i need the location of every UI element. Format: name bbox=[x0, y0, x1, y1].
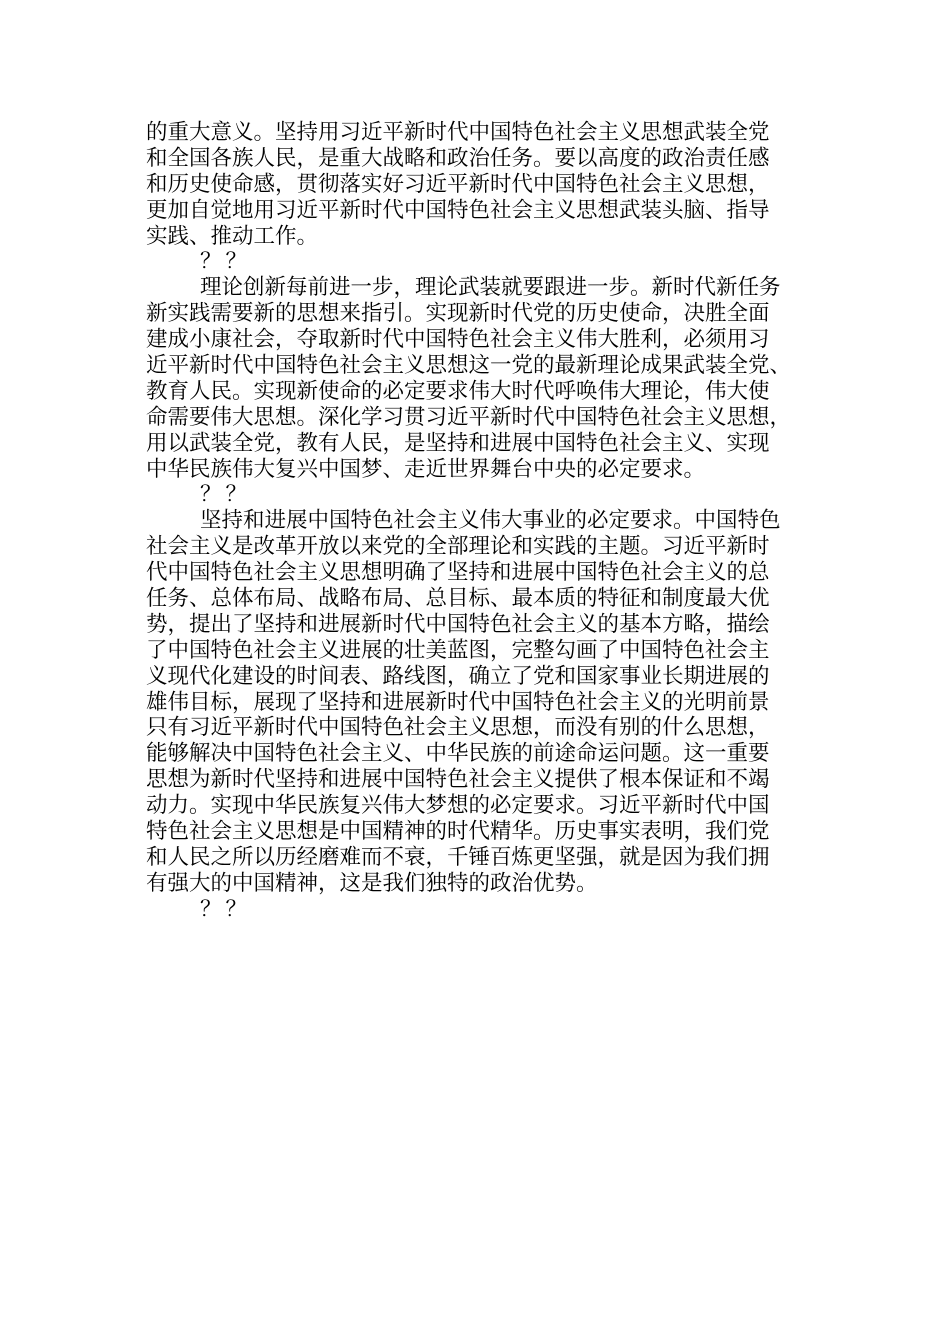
text-line: 特色社会主义思想是中国精神的时代精华。历史事实表明，我们党 bbox=[146, 819, 770, 845]
text-line: 代中国特色社会主义思想明确了坚持和进展中国特色社会主义的总 bbox=[146, 560, 770, 586]
text-line: 和历史使命感，贯彻落实好习近平新时代中国特色社会主义思想， bbox=[146, 171, 770, 197]
text-line: 建成小康社会，夺取新时代中国特色社会主义伟大胜利，必须用习 bbox=[146, 327, 770, 353]
text-line: 和全国各族人民，是重大战略和政治任务。要以高度的政治责任感 bbox=[146, 145, 770, 171]
text-line: 近平新时代中国特色社会主义思想这一党的最新理论成果武装全党、 bbox=[146, 353, 792, 379]
separator-marks: ？？ bbox=[200, 482, 252, 508]
text-line: 理论创新每前进一步，理论武装就要跟进一步。新时代新任务 bbox=[200, 275, 781, 301]
text-line: 动力。实现中华民族复兴伟大梦想的必定要求。习近平新时代中国 bbox=[146, 793, 770, 819]
text-line: 更加自觉地用习近平新时代中国特色社会主义思想武装头脑、指导 bbox=[146, 197, 770, 223]
text-line: 思想为新时代坚持和进展中国特色社会主义提供了根本保证和不竭 bbox=[146, 767, 770, 793]
text-line: 有强大的中国精神，这是我们独特的政治优势。 bbox=[146, 870, 598, 896]
text-line: 了中国特色社会主义进展的壮美蓝图，完整勾画了中国特色社会主 bbox=[146, 637, 770, 663]
text-line: 中华民族伟大复兴中国梦、走近世界舞台中央的必定要求。 bbox=[146, 456, 706, 482]
text-line: 雄伟目标，展现了坚持和进展新时代中国特色社会主义的光明前景 bbox=[146, 689, 770, 715]
text-line: 社会主义是改革开放以来党的全部理论和实践的主题。习近平新时 bbox=[146, 534, 770, 560]
separator-marks: ？？ bbox=[200, 896, 252, 922]
text-line: 坚持和进展中国特色社会主义伟大事业的必定要求。中国特色 bbox=[200, 508, 781, 534]
text-line: 任务、总体布局、战略布局、总目标、最本质的特征和制度最大优 bbox=[146, 586, 770, 612]
separator-marks: ？？ bbox=[200, 249, 252, 275]
text-line: 只有习近平新时代中国特色社会主义思想，而没有别的什么思想， bbox=[146, 715, 770, 741]
paragraph-1 bbox=[146, 120, 806, 249]
text-line: 能够解决中国特色社会主义、中华民族的前途命运问题。这一重要 bbox=[146, 741, 770, 767]
text-line: 用以武装全党，教有人民，是坚持和进展中国特色社会主义、实现 bbox=[146, 430, 770, 456]
text-line: 势，提出了坚持和进展新时代中国特色社会主义的基本方略，描绘 bbox=[146, 611, 770, 637]
text-line: 教育人民。实现新使命的必定要求伟大时代呼唤伟大理论，伟大使 bbox=[146, 378, 770, 404]
text-line: 的重大意义。坚持用习近平新时代中国特色社会主义思想武装全党 bbox=[146, 120, 770, 145]
document-body bbox=[146, 120, 806, 923]
text-line: 实践、推动工作。 bbox=[146, 223, 319, 249]
paragraph-3 bbox=[146, 508, 806, 896]
text-line: 和人民之所以历经磨难而不衰，千锤百炼更坚强，就是因为我们拥 bbox=[146, 844, 770, 870]
text-line: 命需要伟大思想。深化学习贯习近平新时代中国特色社会主义思想， bbox=[146, 404, 792, 430]
text-line: 义现代化建设的时间表、路线图，确立了党和国家事业长期进展的 bbox=[146, 663, 770, 689]
text-line: 新实践需要新的思想来指引。实现新时代党的历史使命，决胜全面 bbox=[146, 301, 770, 327]
paragraph-2 bbox=[146, 275, 806, 482]
